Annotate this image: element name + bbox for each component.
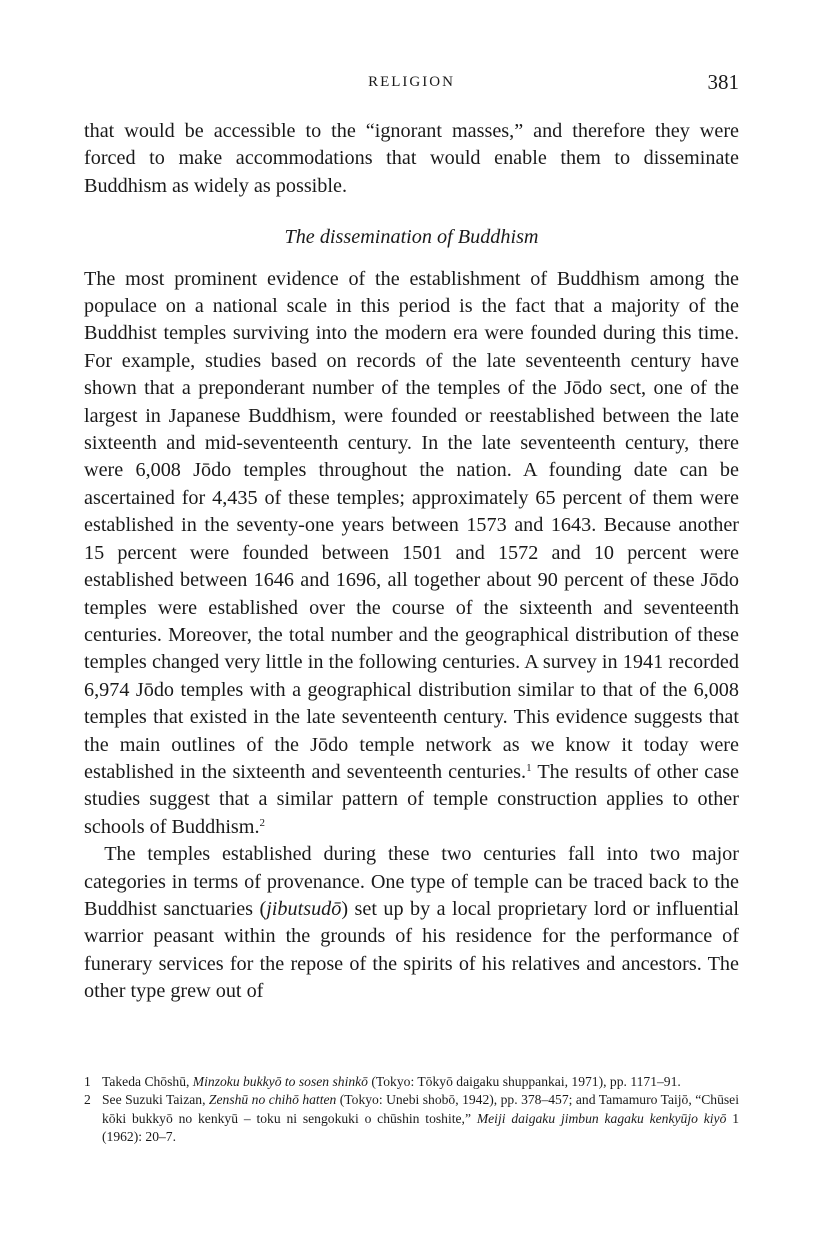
paragraph-text-continued: ) set up by a local proprietary lord or influential warrior peasant within the grounds of his residence for the performance of funerary services for the repose of the spirits of his relatives and ancestors. The other type grew out of bbox=[84, 897, 739, 1003]
page-number: 381 bbox=[707, 70, 739, 94]
running-head bbox=[84, 70, 739, 96]
running-head-title: RELIGION bbox=[368, 74, 455, 90]
footnote-details: (Tokyo: Tōkyō daigaku shuppankai, 1971), pp. 1171–91. bbox=[367, 1074, 681, 1089]
paragraph-text-continued: The results of other case studies suggest that a similar pattern of temple construction applies to other schools of Buddhism. bbox=[84, 760, 739, 838]
footnote-ref-1[interactable]: 1 bbox=[526, 761, 532, 774]
footnote-ref-2[interactable]: 2 bbox=[259, 816, 266, 829]
paragraph-temple-types bbox=[84, 841, 739, 1005]
footnote-tail: 1 (1962): 20–7. bbox=[102, 1110, 739, 1145]
paragraph-dissemination bbox=[84, 266, 739, 842]
section-heading: The dissemination of Buddhism bbox=[284, 226, 539, 249]
footnote-title: Zenshū no chihō hatten bbox=[208, 1092, 337, 1108]
footnote-author: See Suzuki Taizan, bbox=[102, 1092, 209, 1108]
italic-term: jibutsudō bbox=[266, 897, 342, 920]
footnote-number: 1 bbox=[84, 1074, 91, 1089]
footnote-number: 2 bbox=[84, 1092, 91, 1108]
footnote-title: Minzoku bukkyō to sosen shinkō bbox=[192, 1074, 368, 1089]
footnote-author: Takeda Chōshū, bbox=[102, 1074, 193, 1089]
footnote-1 bbox=[84, 1073, 739, 1091]
paragraph-text: The most prominent evidence of the establishment of Buddhism among the populace on a national scale in this period is the fact that a majority of the Buddhist temples surviving into the modern era were founded during this time. For example, studies based on records of the late seventeenth century have shown that a preponderant number of the temples of the Jōdo sect, one of the largest in Japanese Buddhism, were founded or reestablished between the late sixteenth and mid-seventeenth century. In the late seventeenth century, there were 6,008 Jōdo temples throughout the nation. A founding date can be ascertained for 4,435 of these temples; approximately 65 percent of them were established in the seventy-one years between 1573 and 1643. Because another 15 percent were founded between 1501 and 1572 and 10 percent were established between 1646 and 1696, all together about 90 percent of these Jōdo temples were established over the course of the sixteenth and seventeenth centuries. Moreover, the total number and the geographical distribution of these temples changed very little in the following centuries. A survey in 1941 recorded 6,974 Jōdo temples with a geographical distribution similar to that of the 6,008 temples that existed in the late seventeenth century. This evidence suggests that the main outlines of the Jōdo temple network as we know it today were established in the sixteenth and seventeenth centuries. bbox=[84, 267, 739, 783]
paragraph-continued: that would be accessible to the “ignorant masses,” and therefore they were forced to make accommodations that would enable them to disseminate Buddhism as widely as possible. bbox=[84, 120, 739, 197]
footnote-journal: Meiji daigaku jimbun kagaku kenkyūjo kiyō bbox=[476, 1110, 727, 1126]
paragraph-text: The temples established during these two centuries fall into two major categories in terms of provenance. One type of temple can be traced back to the Buddhist sanctuaries ( bbox=[84, 843, 739, 920]
footnote-2 bbox=[84, 1091, 739, 1146]
footnotes bbox=[84, 1073, 739, 1147]
body-text bbox=[84, 118, 739, 1006]
footnote-details: (Tokyo: Unebi shobō, 1942), pp. 378–457; and Tamamuro Taijō, “Chūsei kōki bukkyō no kenkyū – toku ni sengokuki o chūshin toshite,” bbox=[102, 1092, 739, 1126]
